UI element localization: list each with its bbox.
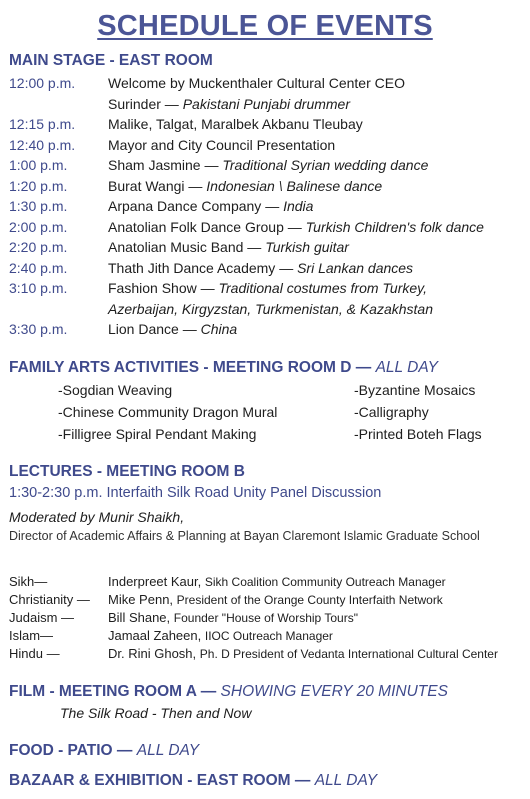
moderator-title: Director of Academic Affairs & Planning at Bayan Claremont Islamic Graduate School <box>9 529 480 543</box>
dash-separator: — <box>283 218 306 235</box>
schedule-time: 2:20 p.m. <box>9 239 68 255</box>
schedule-activity <box>108 156 428 174</box>
performer-name: Malike, Talgat, Maralbek Akbanu Tleubay <box>108 116 363 132</box>
schedule-time: 2:00 p.m. <box>9 218 68 235</box>
speaker-religion: Sikh— <box>9 574 48 589</box>
film-note: SHOWING EVERY 20 MINUTES <box>220 683 448 700</box>
performer-name: Lion Dance <box>108 321 179 337</box>
schedule-activity <box>108 279 427 297</box>
lectures-heading: LECTURES - MEETING ROOM B <box>9 463 245 480</box>
performance-description: Pakistani Punjabi drummer <box>182 95 350 112</box>
family-activity: -Printed Boteh Flags <box>354 426 482 442</box>
performer-name: Fashion Show <box>108 280 197 296</box>
speaker-religion: Judaism — <box>9 610 75 625</box>
family-arts-note: ALL DAY <box>375 359 438 376</box>
schedule-activity <box>108 95 350 113</box>
dash-separator: — <box>196 280 219 296</box>
dash-separator: — <box>243 239 266 255</box>
schedule-activity <box>108 238 349 256</box>
speaker-role: President of the Orange County Interfaith Network <box>176 593 443 607</box>
speaker-name: Jamaal Zaheen, <box>108 628 202 643</box>
performance-description: Sri Lankan dances <box>297 259 414 276</box>
moderator: Moderated by Munir Shaikh, <box>9 509 185 525</box>
performance-description: Traditional Syrian wedding dance <box>222 157 429 173</box>
food-title: FOOD - PATIO — <box>9 742 133 759</box>
performer-name: Anatolian Music Band <box>108 239 244 255</box>
performer-name: Sham Jasmine <box>108 157 201 173</box>
performer-name: Arpana Dance Company <box>108 198 262 214</box>
schedule-time: 12:00 p.m. <box>9 75 76 91</box>
schedule-time: 12:40 p.m. <box>9 136 76 153</box>
schedule-time: 12:15 p.m. <box>9 116 76 132</box>
schedule-time: 1:00 p.m. <box>9 157 68 173</box>
dash-separator: — <box>160 95 183 112</box>
speaker-name: Bill Shane, <box>108 610 171 625</box>
speaker-religion: Islam— <box>9 628 54 643</box>
dash-separator: — <box>178 321 201 337</box>
panel-discussion: 1:30-2:30 p.m. Interfaith Silk Road Unity Panel Discussion <box>9 485 382 501</box>
speaker-religion: Christianity — <box>9 592 90 607</box>
speaker-religion: Hindu — <box>9 646 60 661</box>
performer-name: Welcome by Muckenthaler Cultural Center CEO <box>108 75 405 91</box>
family-arts-title: FAMILY ARTS ACTIVITIES - MEETING ROOM D — <box>9 359 372 376</box>
performance-description: Turkish guitar <box>265 239 349 255</box>
speaker-role: Founder "House of Worship Tours" <box>173 611 358 625</box>
speaker-name: Dr. Rini Ghosh, <box>108 646 197 661</box>
performer-name: Burat Wangi <box>108 177 185 194</box>
bazaar-heading <box>9 772 377 790</box>
performance-description: India <box>283 198 314 214</box>
schedule-activity <box>108 74 405 92</box>
food-heading <box>9 742 199 760</box>
food-note: ALL DAY <box>136 742 200 759</box>
family-activity: -Sogdian Weaving <box>58 382 173 398</box>
schedule-activity <box>108 197 313 215</box>
performer-name: Thath Jith Dance Academy <box>108 259 276 276</box>
dash-separator: — <box>200 157 223 173</box>
family-activity: -Chinese Community Dragon Mural <box>58 404 278 420</box>
film-heading <box>9 683 448 701</box>
schedule-activity <box>108 218 484 236</box>
performance-description: Turkish Children's folk dance <box>305 218 484 235</box>
schedule-time: 1:30 p.m. <box>9 198 68 214</box>
family-activity: -Filligree Spiral Pendant Making <box>58 426 257 442</box>
main-stage-heading: MAIN STAGE - EAST ROOM <box>9 52 213 69</box>
performer-name: Mayor and City Council Presentation <box>108 136 336 153</box>
bazaar-note: ALL DAY <box>314 772 378 789</box>
performance-description: China <box>200 321 238 337</box>
performance-description: Indonesian \ Balinese dance <box>206 177 383 194</box>
schedule-activity <box>108 320 237 338</box>
bazaar-title: BAZAAR & EXHIBITION - EAST ROOM — <box>9 772 311 789</box>
performer-name: Anatolian Folk Dance Group <box>108 218 284 235</box>
schedule-activity <box>108 300 433 318</box>
dash-separator: — <box>184 177 207 194</box>
dash-separator: — <box>261 198 284 214</box>
film-title: The Silk Road - Then and Now <box>60 705 252 721</box>
speaker-role: Ph. D President of Vedanta International Cultural Center <box>199 647 498 661</box>
performer-name: Surinder <box>108 95 161 112</box>
schedule-activity <box>108 177 382 195</box>
schedule-activity <box>108 259 413 277</box>
page-title: SCHEDULE OF EVENTS <box>97 10 433 42</box>
speaker-name: Inderpreet Kaur, <box>108 574 202 589</box>
family-activity: -Calligraphy <box>354 404 429 420</box>
speaker-role: Sikh Coalition Community Outreach Manager <box>204 575 446 589</box>
family-arts-heading <box>9 359 438 377</box>
dash-separator: — <box>275 259 298 276</box>
speaker-role: IIOC Outreach Manager <box>204 629 333 643</box>
family-activity: -Byzantine Mosaics <box>354 382 476 398</box>
schedule-time: 3:10 p.m. <box>9 280 68 296</box>
schedule-time: 3:30 p.m. <box>9 321 68 337</box>
film-title-heading: FILM - MEETING ROOM A — <box>9 683 217 700</box>
speaker-name: Mike Penn, <box>108 592 174 607</box>
schedule-time: 1:20 p.m. <box>9 177 68 194</box>
schedule-activity <box>108 136 335 154</box>
performance-description: Traditional costumes from Turkey, <box>218 280 428 296</box>
performance-description: Azerbaijan, Kirgyzstan, Turkmenistan, & Kazakhstan <box>108 300 434 317</box>
schedule-time: 2:40 p.m. <box>9 259 68 276</box>
schedule-activity <box>108 115 363 133</box>
